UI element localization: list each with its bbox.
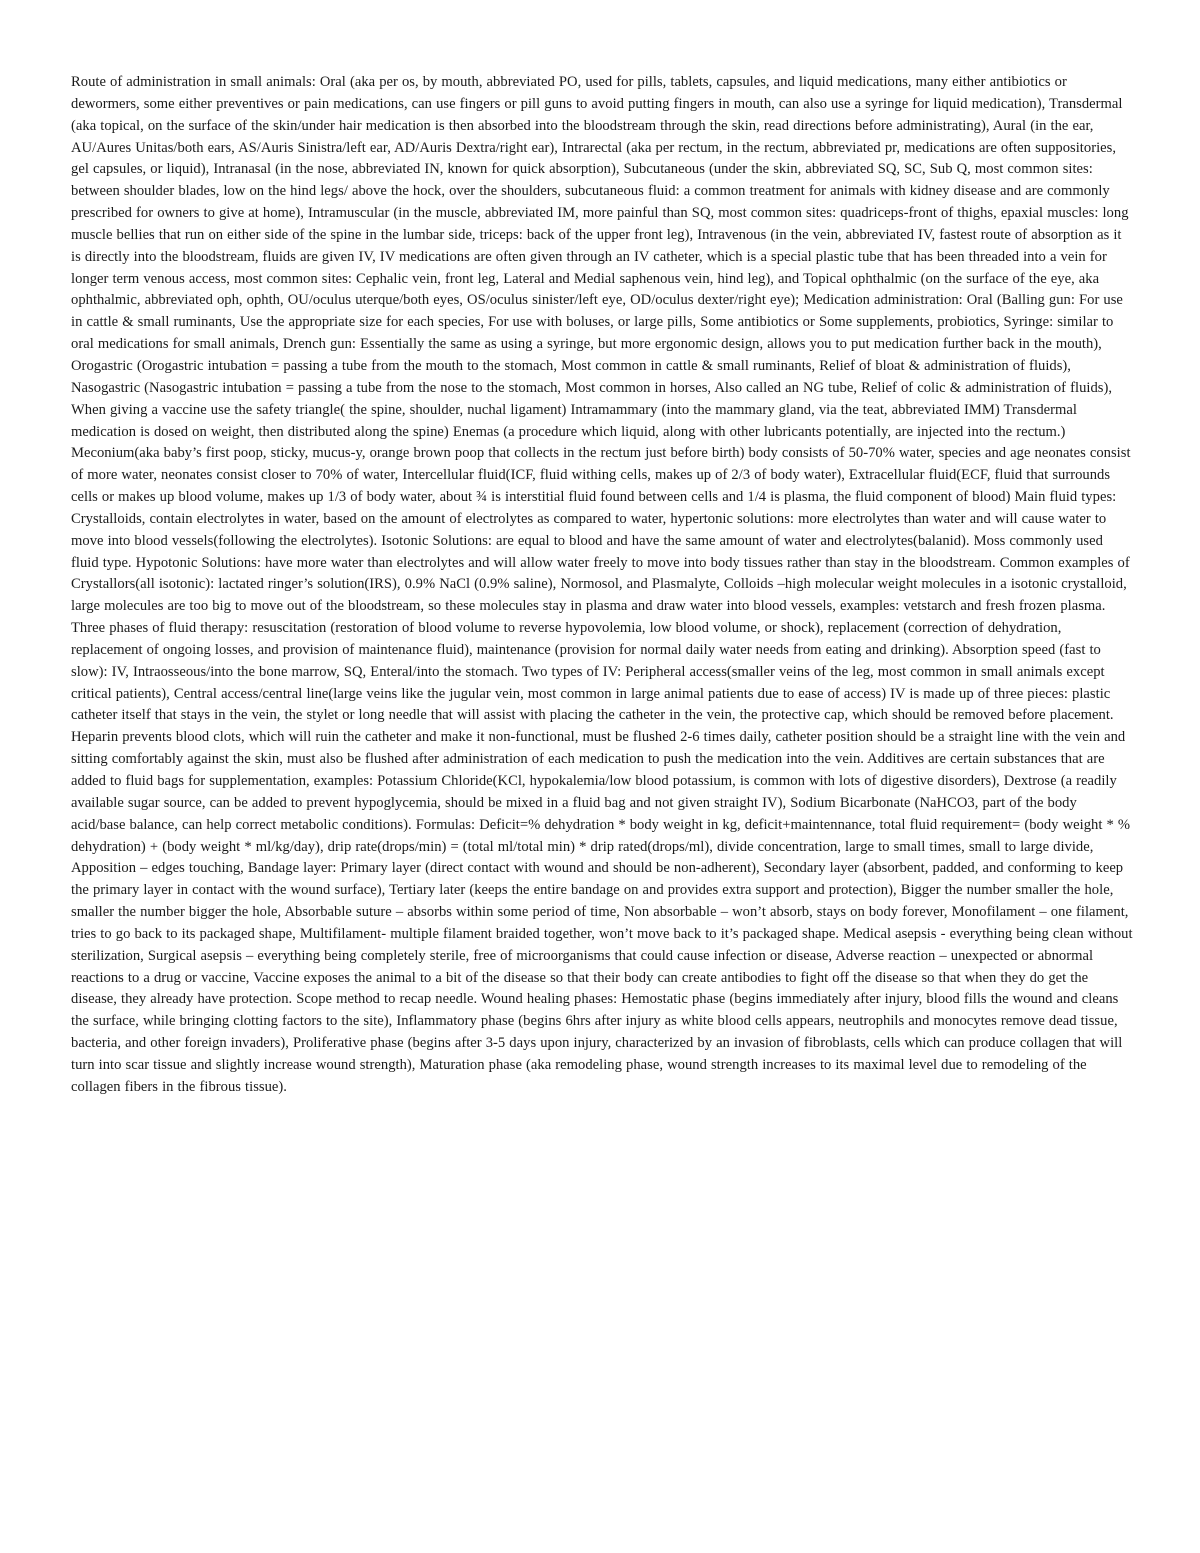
body-paragraph: Route of administration in small animals: Oral (aka per os, by mouth, abbreviated PO, used for pills, tablets, capsules, and liquid medications, many either antibiotics or dewormers, some either preventives or pain medications, can use fingers or pill guns to avoid putting fingers in mouth, can also use a syringe for liquid medication), Transdermal (aka topical, on the surface of the skin/under hair medication is then absorbed into the bloodstream through the skin, read directions before administrating), Aural (in the ear, AU/Aures Unitas/both ears, AS/Auris Sinistra/left ear, AD/Auris Dextra/right ear), Intrarectal (aka per rectum, in the rectum, abbreviated pr, medications are often suppositories, gel capsules, or liquid), Intranasal (in the nose, abbreviated IN, known for quick absorption), Subcutaneous (under the skin, abbreviated SQ, SC, Sub Q, most common sites: between shoulder blades, low on the hind legs/ above the hock, over the shoulders, subcutaneous fluid: a common treatment for animals with kidney disease and are commonly prescribed for owners to give at home), Intramuscular (in the muscle, abbreviated IM, more painful than SQ, most common sites: quadriceps-front of thighs, epaxial muscles: long muscle bellies that run on either side of the spine in the lumbar side, triceps: back of the upper front leg), Intravenous (in the vein, abbreviated IV, fastest route of absorption as it is directly into the bloodstream, fluids are given IV, IV medications are often given through an IV catheter, which is a special plastic tube that has been threaded into a vein for longer term venous access, most common sites: Cephalic vein, front leg, Lateral and Medial saphenous vein, hind leg), and Topical ophthalmic (on the surface of the eye, aka ophthalmic, abbreviated oph, ophth, OU/oculus uterque/both eyes, OS/oculus sinister/left eye, OD/oculus dexter/right eye); Medication administration: Oral (Balling gun: For use in cattle & small ruminants, Use the appropriate size for each species, For use with boluses, or large pills, Some antibiotics or Some supplements, probiotics, Syringe: similar to oral medications for small animals, Drench gun: Essentially the same as using a syringe, but more ergonomic design, allows you to put medication further back in the mouth), Orogastric (Orogastric intubation = passing a tube from the mouth to the stomach, Most common in cattle & small ruminants, Relief of bloat & administration of fluids), Nasogastric (Nasogastric intubation = passing a tube from the nose to the stomach, Most common in horses, Also called an NG tube, Relief of colic & administration of fluids), When giving a vaccine use the safety triangle( the spine, shoulder, nuchal ligament) Intramammary (into the mammary gland, via the teat, abbreviated IMM) Transdermal medication is dosed on weight, then distributed along the spine) Enemas (a procedure which liquid, along with other lubricants potentially, are injected into the rectum.) Meconium(aka baby’s first poop, sticky, mucus-y, orange brown poop that collects in the rectum just before birth) body consists of 50-70% water, species and age neonates consist of more water, neonates consist closer to 70% of water, Intercellular fluid(ICF, fluid withing cells, makes up of 2/3 of body water), Extracellular fluid(ECF, fluid that surrounds cells or makes up blood volume, makes up 1/3 of body water, about ¾ is interstitial fluid found between cells and 1/4 is plasma, the fluid component of blood) Main fluid types: Crystalloids, contain electrolytes in water, based on the amount of electrolytes as compared to water, hypertonic solutions: more electrolytes than water and will cause water to move into blood vessels(following the electrolytes). Isotonic Solutions: are equal to blood and have the same amount of water and electrolytes(balanid). Moss commonly used fluid type. Hypotonic Solutions: have more water than electrolytes and will allow water freely to move into body tissues rather than stay in the bloodstream. Common examples of Crystallors(all isotonic): lactated ringer’s solution(IRS), 0.9% NaCl (0.9% saline), Normosol, and Plasmalyte, Colloids –high molecular weight molecules in a isotonic crystalloid, large molecules are too big to move out of the bloodstream, so these molecules stay in plasma and draw water into blood vessels, examples: vetstarch and fresh frozen plasma. Three phases of fluid therapy: resuscitation (restoration of blood volume to reverse hypovolemia, low blood volume, or shock), replacement (correction of dehydration, replacement of ongoing losses, and provision of maintenance fluid), maintenance (provision for normal daily water needs from eating and drinking). Absorption speed (fast to slow): IV, Intraosseous/into the bone marrow, SQ, Enteral/into the stomach. Two types of IV: Peripheral access(smaller veins of the leg, most common in small animals except critical patients), Central access/central line(large veins like the jugular vein, most common in large animal patients due to ease of access) IV is made up of three pieces: plastic catheter itself that stays in the vein, the stylet or long needle that will assist with placing the catheter in the vein, the protective cap, which should be removed before placement. Heparin prevents blood clots, which will ruin the catheter and make it non-functional, must be flushed 2-6 times daily, catheter position should be a straight line with the vein and sitting comfortably against the skin, must also be flushed after administration of each medication to push the medication into the vein. Additives are certain substances that are added to fluid bags for supplementation, examples: Potassium Chloride(KCl, hypokalemia/low blood potassium, is common with lots of digestive disorders), Dextrose (a readily available sugar source, can be added to prevent hypoglycemia, should be mixed in a fluid bag and not given straight IV), Sodium Bicarbonate (NaHCO3, part of the body acid/base balance, can help correct metabolic conditions). Formulas: Deficit=% dehydration * body weight in kg, deficit+maintennance, total fluid requirement= (body weight * % dehydration) + (body weight * ml/kg/day), drip rate(drops/min) = (total ml/total min) * drip rated(drops/ml), divide concentration, large to small times, small to large divide, Apposition – edges touching, Bandage layer: Primary layer (direct contact with wound and should be non-adherent), Secondary layer (absorbent, padded, and conforming to keep the primary layer in contact with the wound surface), Tertiary later (keeps the entire bandage on and provides extra support and protection), Bigger the number smaller the hole, smaller the number bigger the hole, Absorbable suture – absorbs within some period of time, Non absorbable – won’t absorb, stays on body forever, Monofilament – one filament, tries to go back to its packaged shape, Multifilament- multiple filament braided together, won’t move back to it’s packaged shape. Medical asepsis - everything being clean without sterilization, Surgical asepsis – everything being completely sterile, free of microorganisms that could cause infection or disease, Adverse reaction – unexpected or abnormal reactions to a drug or vaccine, Vaccine exposes the animal to a bit of the disease so that their body can create antibodies to fight off the disease so that when they do get the disease, they already have protection. Scope method to recap needle. Wound healing phases: Hemostatic phase (begins immediately after injury, blood fills the wound and cleans the surface, while bringing clotting factors to the site), Inflammatory phase (begins 6hrs after injury as white blood cells appears, neutrophils and monocytes remove dead tissue, bacteria, and other foreign invaders), Proliferative phase (begins after 3-5 days upon injury, characterized by an invasion of fibroblasts, cells which can produce collagen that will turn into scar tissue and slightly increase wound strength), Maturation phase (aka remodeling phase, wound strength increases to its maximal level due to remodeling of the collagen fibers in the fibrous tissue). — [71, 74, 1133, 1095]
